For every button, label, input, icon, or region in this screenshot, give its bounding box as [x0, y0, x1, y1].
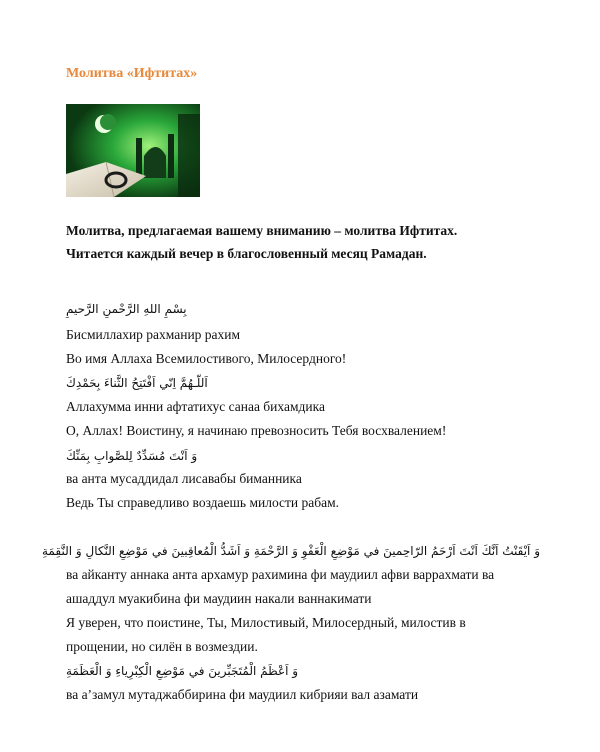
transliteration-line-4b: ашаддул муакибина фи маудиин накали ваннакимати: [66, 591, 372, 606]
arabic-line-2: اَللّـهُمَّ اِنّي اَفْتَتِحُ الثَّناءَ بِحَمْدِكَ: [66, 376, 208, 390]
transliteration-line-4a: ва айканту аннака анта архамур рахимина фи маудиил афви варрахмати ва: [66, 567, 495, 582]
arabic-line-4: وَ اَيْقَنْتُ اَنَّكَ اَنْتَ اَرْحَمُ الرّاحِمينَ في مَوْضِعِ الْعَفْوِ وَ الرَّحْمَةِ وَ اَشَدُّ الْمُعاقِبينَ في مَوْضِعِ النَّكالِ وَ النَّقِمَةِ: [42, 544, 540, 558]
translation-line-1: Во имя Аллаха Всемилостивого, Милосердного!: [66, 351, 347, 366]
intro-line-2: Читается каждый вечер в благословенный месяц Рамадан.: [66, 246, 427, 261]
transliteration-line-2: Аллахумма инни афтатихус санаа бихамдика: [66, 399, 325, 414]
transliteration-line-3: ва анта мусаддидал лисавабы биманника: [66, 471, 302, 486]
arabic-line-3: وَ اَنْتَ مُسَدِّدٌ لِلصَّوابِ بِمَنِّكَ: [66, 449, 198, 463]
document-title: Молитва «Ифтитах»: [66, 66, 198, 81]
translation-line-4a: Я уверен, что поистине, Ты, Милостивый, Милосердный, милостив в: [66, 615, 466, 630]
translation-line-4b: прощении, но силён в возмездии.: [66, 639, 258, 654]
translation-line-2: О, Аллах! Воистину, я начинаю превозносить Тебя восхвалением!: [66, 423, 447, 438]
translation-line-3: Ведь Ты справедливо воздаешь милости рабам.: [66, 495, 340, 510]
ramadan-photo: [66, 104, 200, 197]
ramadan-photo-graphic: [66, 104, 200, 197]
transliteration-line-1: Бисмиллахир рахманир рахим: [66, 327, 241, 342]
arabic-line-1: بِسْمِ اللهِ الرَّحْمنِ الرَّحيمِ: [66, 302, 187, 316]
transliteration-line-5: ва а’замул мутаджаббирина фи маудиил кибрияи вал азамати: [66, 687, 419, 702]
intro-line-1: Молитва, предлагаемая вашему вниманию – молитва Ифтитах.: [66, 223, 458, 238]
arabic-line-5: وَ اَعْظَمُ الْمُتَجَبِّرينَ في مَوْضِعِ الْكِبْرِياءِ وَ الْعَظَمَةِ: [66, 664, 299, 678]
